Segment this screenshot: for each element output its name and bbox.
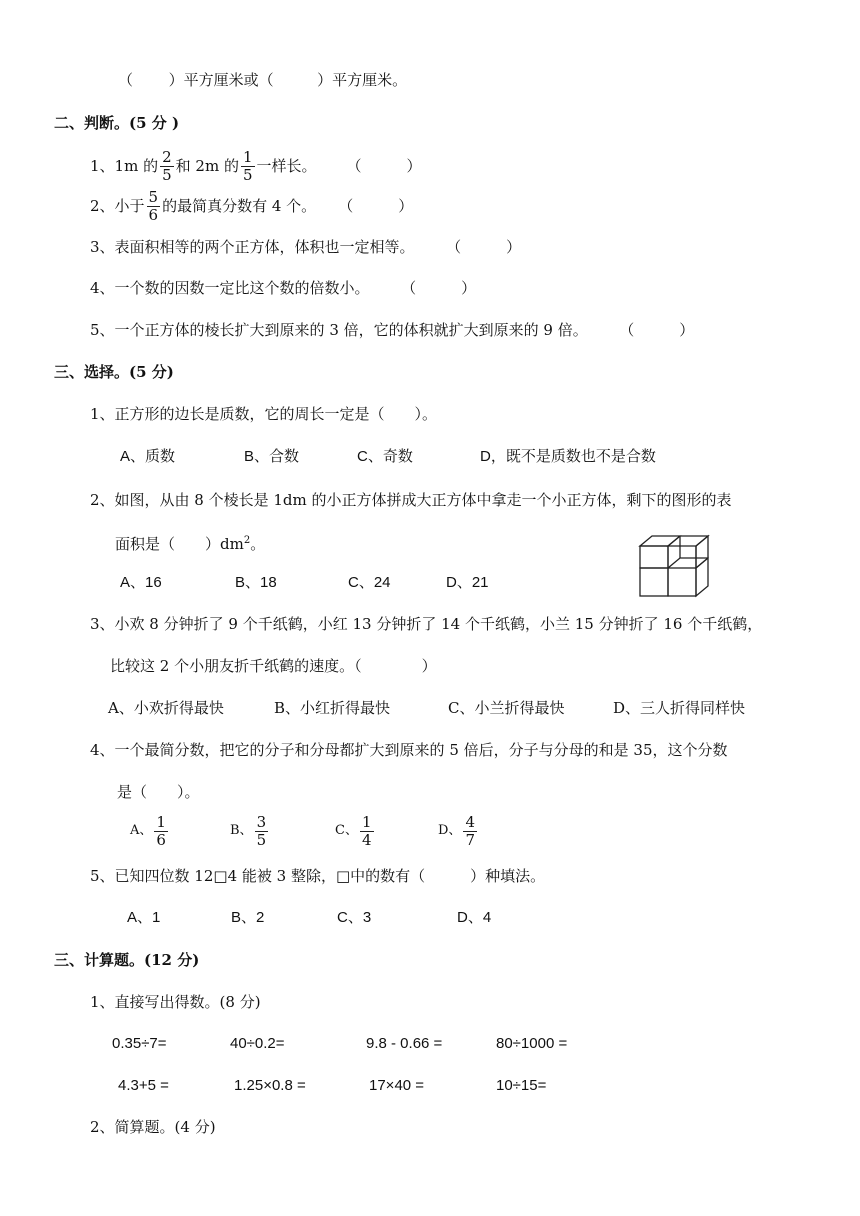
choice-q4-option-d-label: D、 <box>438 823 462 838</box>
judge-q1-text-b: 和 2m 的 <box>175 157 239 175</box>
choice-q3-option-d[interactable]: D、三人折得同样快 <box>613 699 746 717</box>
choice-q5-option-a[interactable]: A、1 <box>127 909 161 926</box>
top-answer-line <box>118 70 407 90</box>
judge-q3-answer-blank[interactable]: （ ） <box>446 238 522 256</box>
fraction-1-5: $\frac{1}{5}$ <box>242 147 253 184</box>
judge-q3 <box>90 237 521 257</box>
judge-q2-text-a: 2、小于 <box>90 197 145 215</box>
section-choice-title: 三、选择。(5 分) <box>54 363 174 381</box>
calc-item-8: 10÷15= <box>496 1077 547 1094</box>
choice-q4-line2: 是（ ）。 <box>117 783 200 801</box>
judge-q1-text-a: 1、1m 的 <box>90 157 159 175</box>
fraction-1-4: $\frac{1}{4}$ <box>361 812 372 849</box>
calc-item-1: 0.35÷7= <box>112 1035 167 1052</box>
calc-item-4: 80÷1000 = <box>496 1035 568 1052</box>
choice-q4-option-c[interactable] <box>335 811 376 851</box>
choice-q3-line2: 比较这 2 个小朋友折千纸鹤的速度。（ ） <box>110 657 437 675</box>
judge-q3-text: 3、表面积相等的两个正方体，体积也一定相等。 <box>90 238 415 256</box>
choice-q3-option-a[interactable]: A、小欢折得最快 <box>108 699 224 717</box>
calc-item-5: 4.3+5 = <box>118 1077 169 1094</box>
judge-q4-text: 4、一个数的因数一定比这个数的倍数小。 <box>90 279 370 297</box>
choice-q1: 1、正方形的边长是质数，它的周长一定是（ ）。 <box>90 405 438 423</box>
calc-q2-title: 2、简算题。(4 分) <box>90 1118 216 1136</box>
judge-q5 <box>90 320 694 340</box>
choice-q4-option-d[interactable] <box>438 811 479 851</box>
choice-q3-line1: 3、小欢 8 分钟折了 9 个千纸鹤，小红 13 分钟折了 14 个千纸鹤，小兰 15 分钟折了 16 个千纸鹤， <box>90 615 763 633</box>
calc-item-2: 40÷0.2= <box>230 1035 285 1052</box>
choice-q2-superscript: 2 <box>243 535 251 546</box>
judge-q4 <box>90 278 476 298</box>
choice-q2-option-d[interactable]: D、21 <box>446 574 489 591</box>
calc-item-7: 17×40 = <box>369 1077 425 1094</box>
choice-q1-option-d[interactable]: D，既不是质数也不是合数 <box>480 448 656 465</box>
judge-q5-answer-blank[interactable]: （ ） <box>619 321 695 339</box>
choice-q4-line1: 4、一个最简分数，把它的分子和分母都扩大到原来的 5 倍后，分子与分母的和是 35，这个分数 <box>90 741 728 759</box>
judge-q5-text: 5、一个正方体的棱长扩大到原来的 3 倍，它的体积就扩大到原来的 9 倍。 <box>90 321 588 339</box>
fraction-5-6: $\frac{5}{6}$ <box>148 187 159 224</box>
choice-q1-option-a[interactable]: A、质数 <box>120 448 176 465</box>
top-mid-text: ）平方厘米或（ <box>168 71 274 89</box>
choice-q4-option-a[interactable] <box>130 811 170 851</box>
choice-q5-option-b[interactable]: B、2 <box>231 909 265 926</box>
cube-figure <box>636 532 712 600</box>
judge-q1 <box>90 146 422 186</box>
calc-item-3: 9.8 - 0.66 = <box>366 1035 443 1052</box>
fraction-4-7: $\frac{4}{7}$ <box>465 812 475 849</box>
judge-q1-answer-blank[interactable]: （ ） <box>346 157 422 175</box>
section-judge-title: 二、判断。(5 分 ) <box>54 114 180 132</box>
judge-q1-text-c: 一样长。 <box>256 157 317 175</box>
choice-q5-option-d[interactable]: D、4 <box>457 909 492 926</box>
choice-q2-line2 <box>115 531 265 554</box>
choice-q5-option-c[interactable]: C、3 <box>337 909 372 926</box>
fraction-1-6: $\frac{1}{6}$ <box>156 812 166 849</box>
fraction-2-5: $\frac{2}{5}$ <box>162 147 172 184</box>
top-right-text: ）平方厘米。 <box>317 71 408 89</box>
choice-q1-option-b[interactable]: B、合数 <box>244 448 300 465</box>
choice-q4-option-b[interactable] <box>230 811 270 851</box>
choice-q2-option-c[interactable]: C、24 <box>348 574 391 591</box>
choice-q3-option-c[interactable]: C、小兰折得最快 <box>448 699 565 717</box>
top-left-paren: （ <box>118 71 134 89</box>
choice-q5: 5、已知四位数 12□4 能被 3 整除，□中的数有（ ）种填法。 <box>90 867 546 885</box>
choice-q3-option-b[interactable]: B、小红折得最快 <box>274 699 391 717</box>
calc-item-6: 1.25×0.8 = <box>234 1077 306 1094</box>
fraction-3-5: $\frac{3}{5}$ <box>256 812 267 849</box>
choice-q2-option-b[interactable]: B、18 <box>235 574 277 591</box>
choice-q1-option-c[interactable]: C、奇数 <box>357 448 413 465</box>
judge-q2 <box>90 186 413 226</box>
calc-q1-title: 1、直接写出得数。(8 分) <box>90 993 261 1011</box>
judge-q2-answer-blank[interactable]: （ ） <box>338 197 414 215</box>
choice-q2-line2-text: 面积是（ ）dm <box>115 535 244 553</box>
choice-q2-option-a[interactable]: A、16 <box>120 574 162 591</box>
choice-q4-option-b-label: B、 <box>230 823 253 838</box>
choice-q4-option-a-label: A、 <box>130 823 153 838</box>
section-calc-title: 三、计算题。(12 分) <box>54 951 200 969</box>
judge-q4-answer-blank[interactable]: （ ） <box>401 279 477 297</box>
judge-q2-text-b: 的最简真分数有 4 个。 <box>162 197 317 215</box>
choice-q2-line1: 2、如图，从由 8 个棱长是 1dm 的小正方体拼成大正方体中拿走一个小正方体，剩下的图形的表 <box>90 491 732 509</box>
choice-q2-line2-end: 。 <box>250 535 266 553</box>
choice-q4-option-c-label: C、 <box>335 823 358 838</box>
